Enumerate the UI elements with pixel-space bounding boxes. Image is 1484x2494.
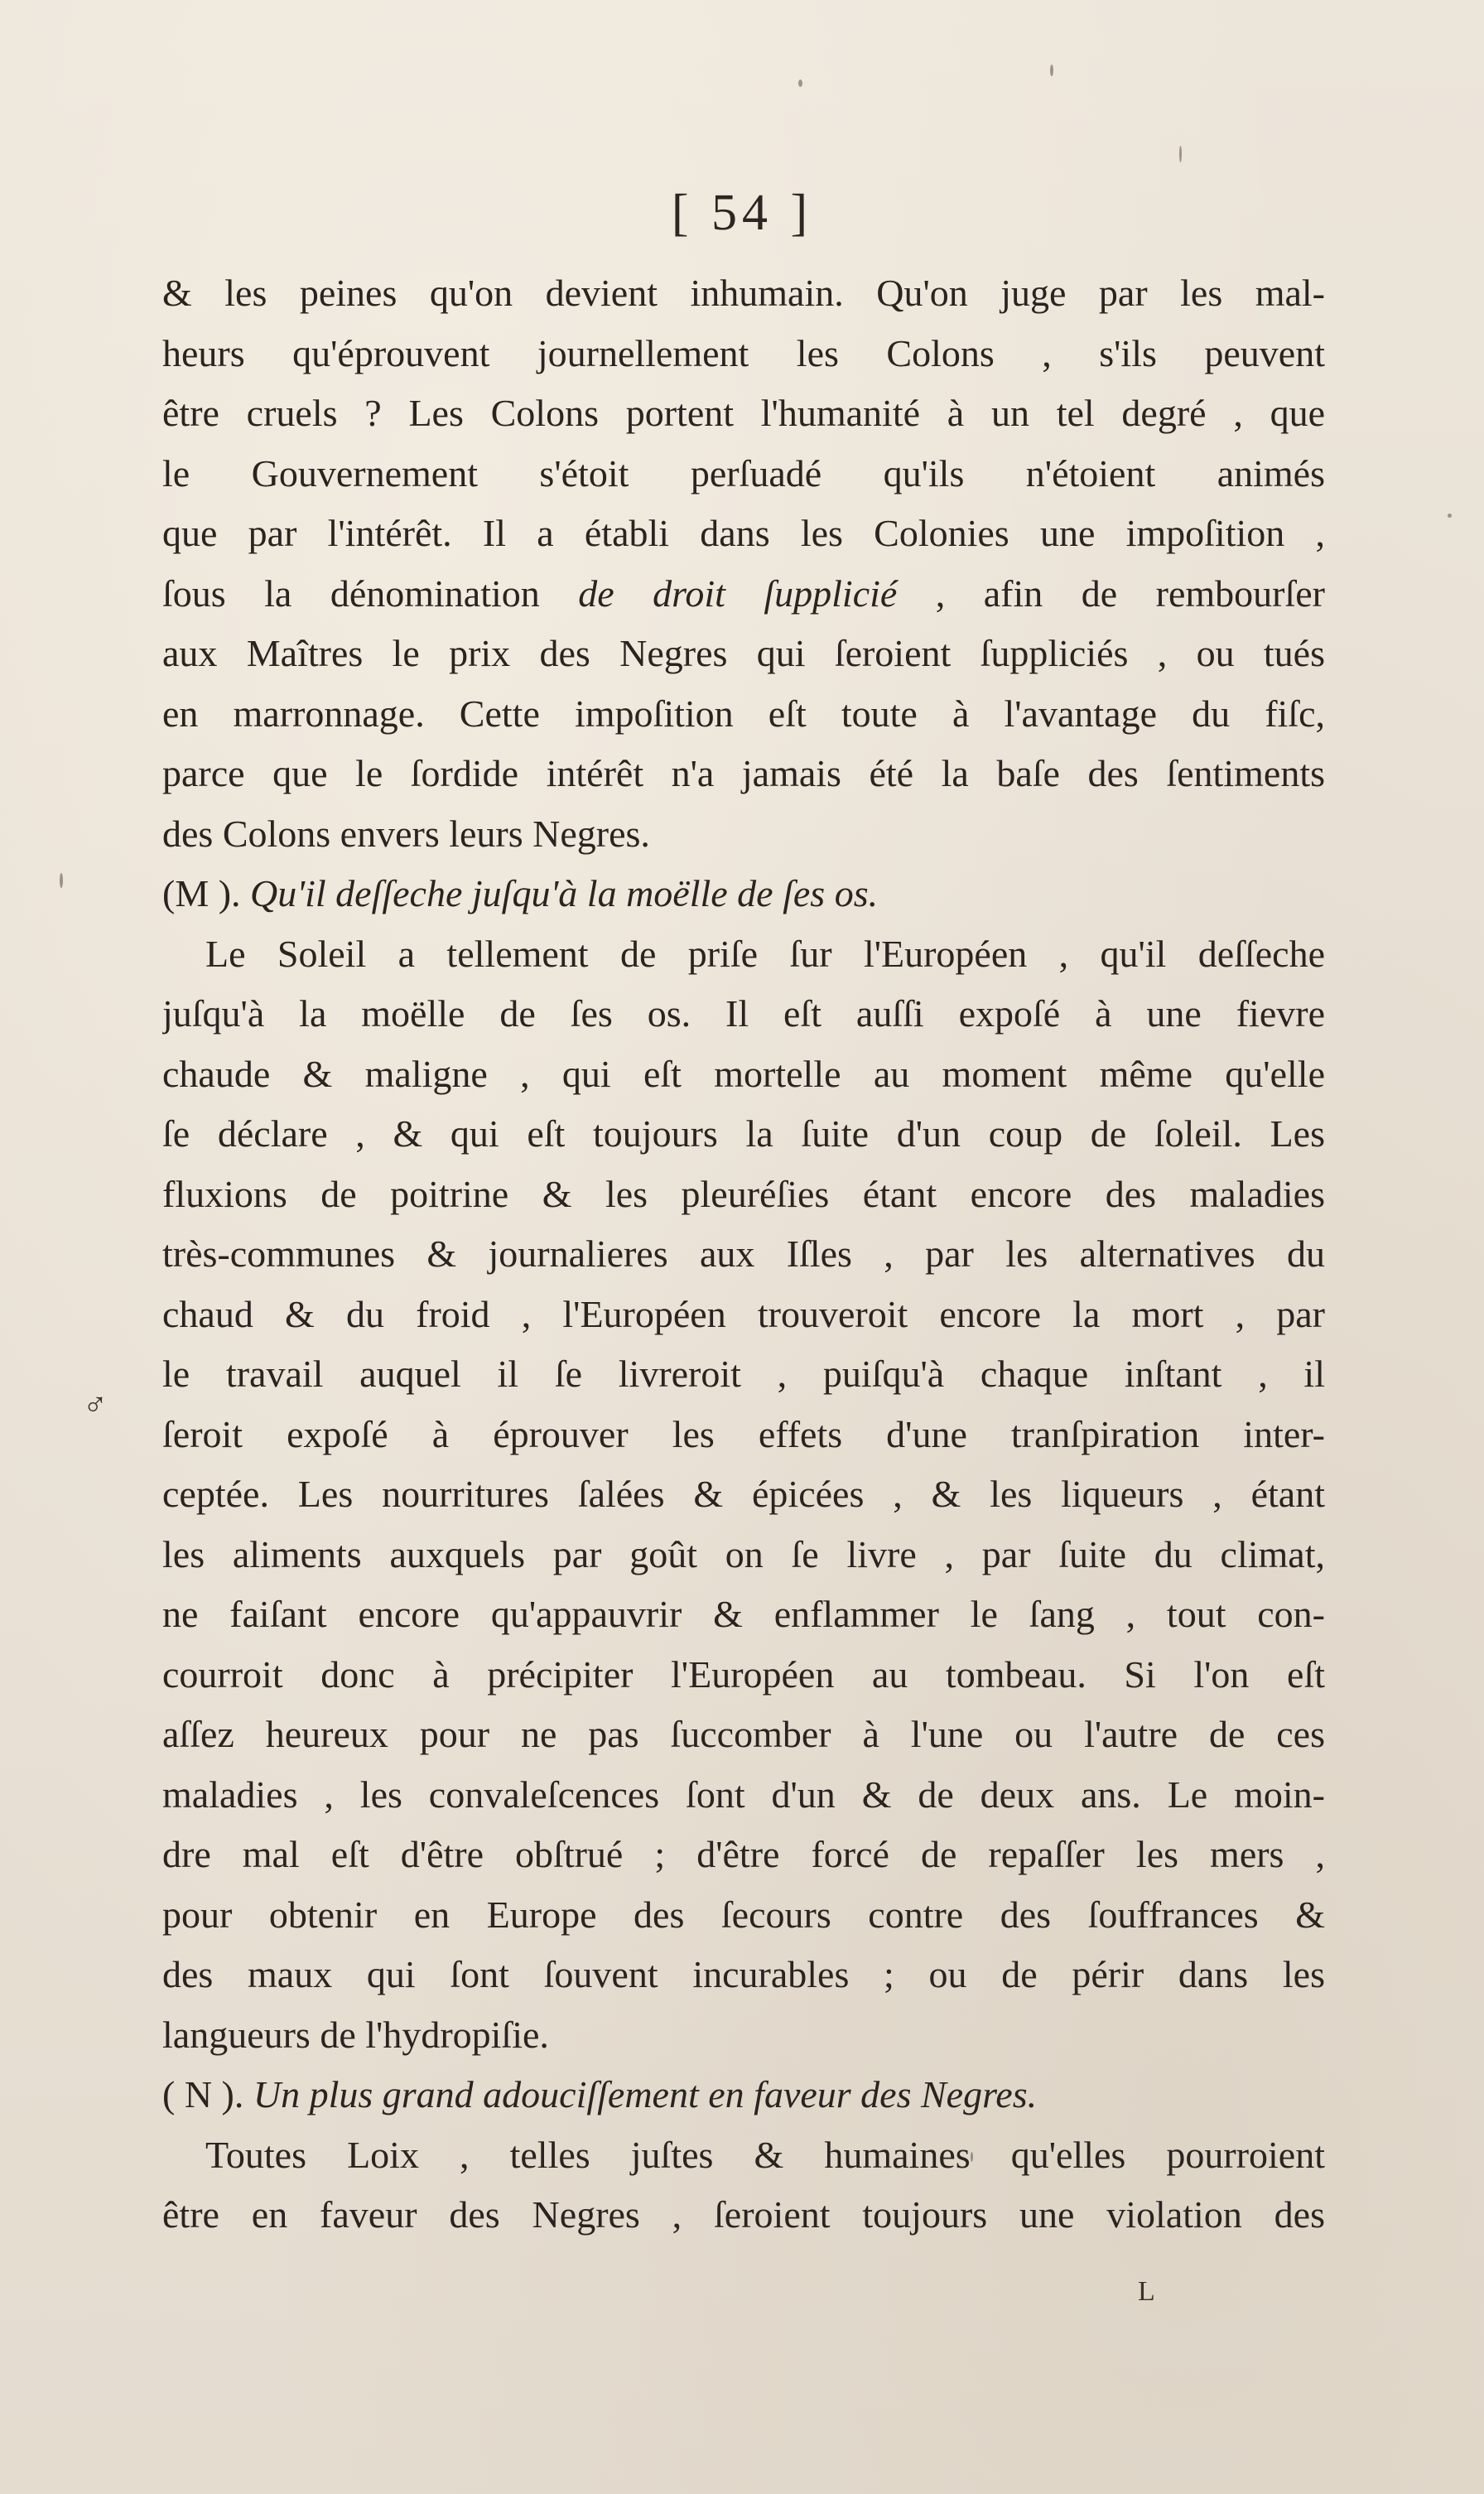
text-line: très-communes & journalieres aux Iſles , par les alternatives du xyxy=(162,1233,1325,1275)
paper-speck xyxy=(1179,146,1182,162)
text-line: les aliments auxquels par goût on ſe livre , par ſuite du climat, xyxy=(162,1532,1325,1575)
section-m-heading xyxy=(162,864,1325,924)
text-line: heurs qu'éprouvent journellement les Colons , s'ils peuvent xyxy=(162,331,1325,374)
text-line: & les peines qu'on devient inhumain. Qu'on juge par les mal- xyxy=(162,272,1325,314)
text-line: être cruels ? Les Colons portent l'humanité à un tel degré , que xyxy=(162,392,1325,434)
text-line: fluxions de poitrine & les pleuréſies étant encore des maladies xyxy=(162,1172,1325,1215)
paper-speck xyxy=(60,873,63,888)
catchword: L xyxy=(1138,2276,1155,2307)
section-m-label: (M ). xyxy=(162,872,241,914)
text-line: ne faiſant encore qu'appauvrir & enflammer le ſang , tout con- xyxy=(162,1593,1325,1635)
text-line: le travail auquel il ſe livreroit , puiſqu'à chaque inſtant , il xyxy=(162,1353,1325,1395)
text-line: juſqu'à la moëlle de ſes os. Il eſt auſſi expoſé à une fievre xyxy=(162,992,1325,1035)
text-line: chaude & maligne , qui eſt mortelle au moment même qu'elle xyxy=(162,1052,1325,1095)
text-line: courroit donc à précipiter l'Européen au tombeau. Si l'on eſt xyxy=(162,1652,1325,1696)
text-line: des maux qui ſont ſouvent incurables ; ou de périr dans les xyxy=(162,1953,1325,1995)
text-line: Le Soleil a tellement de priſe ſur l'Européen , qu'il deſſeche xyxy=(205,932,1325,975)
margin-mark: ♂ xyxy=(83,1386,108,1423)
page-number: [ 54 ] xyxy=(671,185,813,241)
text-line: aſſez heureux pour ne pas ſuccomber à l'une ou l'autre de ces xyxy=(162,1713,1325,1755)
text-line: Toutes Loix , telles juſtes & humaines qu'elles pourroient xyxy=(205,2133,1325,2176)
text-segment: , afin de rembourſer xyxy=(897,572,1325,615)
text-line: maladies , les convaleſcences ſont d'un & de deux ans. Le moin- xyxy=(162,1773,1325,1816)
text-line: ſeroit expoſé à éprouver les effets d'une tranſpiration inter- xyxy=(162,1412,1325,1455)
text-line: pour obtenir en Europe des ſecours contre des ſouffrances & xyxy=(162,1893,1325,1936)
text-segment: ſous la dénomination xyxy=(162,572,579,615)
text-line: dre mal eſt d'être obſtrué ; d'être forcé de repaſſer les mers , xyxy=(162,1833,1325,1875)
text-line: ſe déclare , & qui eſt toujours la ſuite d'un coup de ſoleil. Les xyxy=(162,1112,1325,1155)
text-line: des Colons envers leurs Negres. xyxy=(162,812,650,855)
text-line: parce que le ſordide intérêt n'a jamais été la baſe des ſentiments xyxy=(162,752,1325,794)
text-line: chaud & du froid , l'Européen trouveroit encore la mort , par xyxy=(162,1292,1325,1335)
text-line: le Gouvernement s'étoit perſuadé qu'ils n'étoient animés xyxy=(162,451,1325,494)
page-body xyxy=(162,263,1325,2246)
text-line: que par l'intérêt. Il a établi dans les Colonies une impoſition , xyxy=(162,512,1325,554)
section-n-label: ( N ). xyxy=(162,2073,244,2115)
paper-speck xyxy=(1050,65,1053,76)
paper-speck xyxy=(1448,514,1452,518)
text-line: aux Maîtres le prix des Negres qui ſeroient ſuppliciés , ou tués xyxy=(162,632,1325,674)
paper-speck xyxy=(798,80,802,87)
text-line: ceptée. Les nourritures ſalées & épicées , & les liqueurs , étant xyxy=(162,1473,1325,1515)
italic-term: de droit ſupplicié xyxy=(578,572,898,615)
text-line xyxy=(162,564,1325,625)
section-n-title: Un plus grand adouciſſement en faveur des Negres. xyxy=(253,2073,1038,2115)
text-line: être en faveur des Negres , ſeroient toujours une violation des xyxy=(162,2193,1325,2236)
section-m-title: Qu'il deſſeche juſqu'à la moëlle de ſes os. xyxy=(250,872,879,914)
section-n-heading xyxy=(162,2065,1325,2125)
text-line: langueurs de l'hydropiſie. xyxy=(162,2013,549,2056)
text-line: en marronnage. Cette impoſition eſt toute à l'avantage du fiſc, xyxy=(162,692,1325,735)
